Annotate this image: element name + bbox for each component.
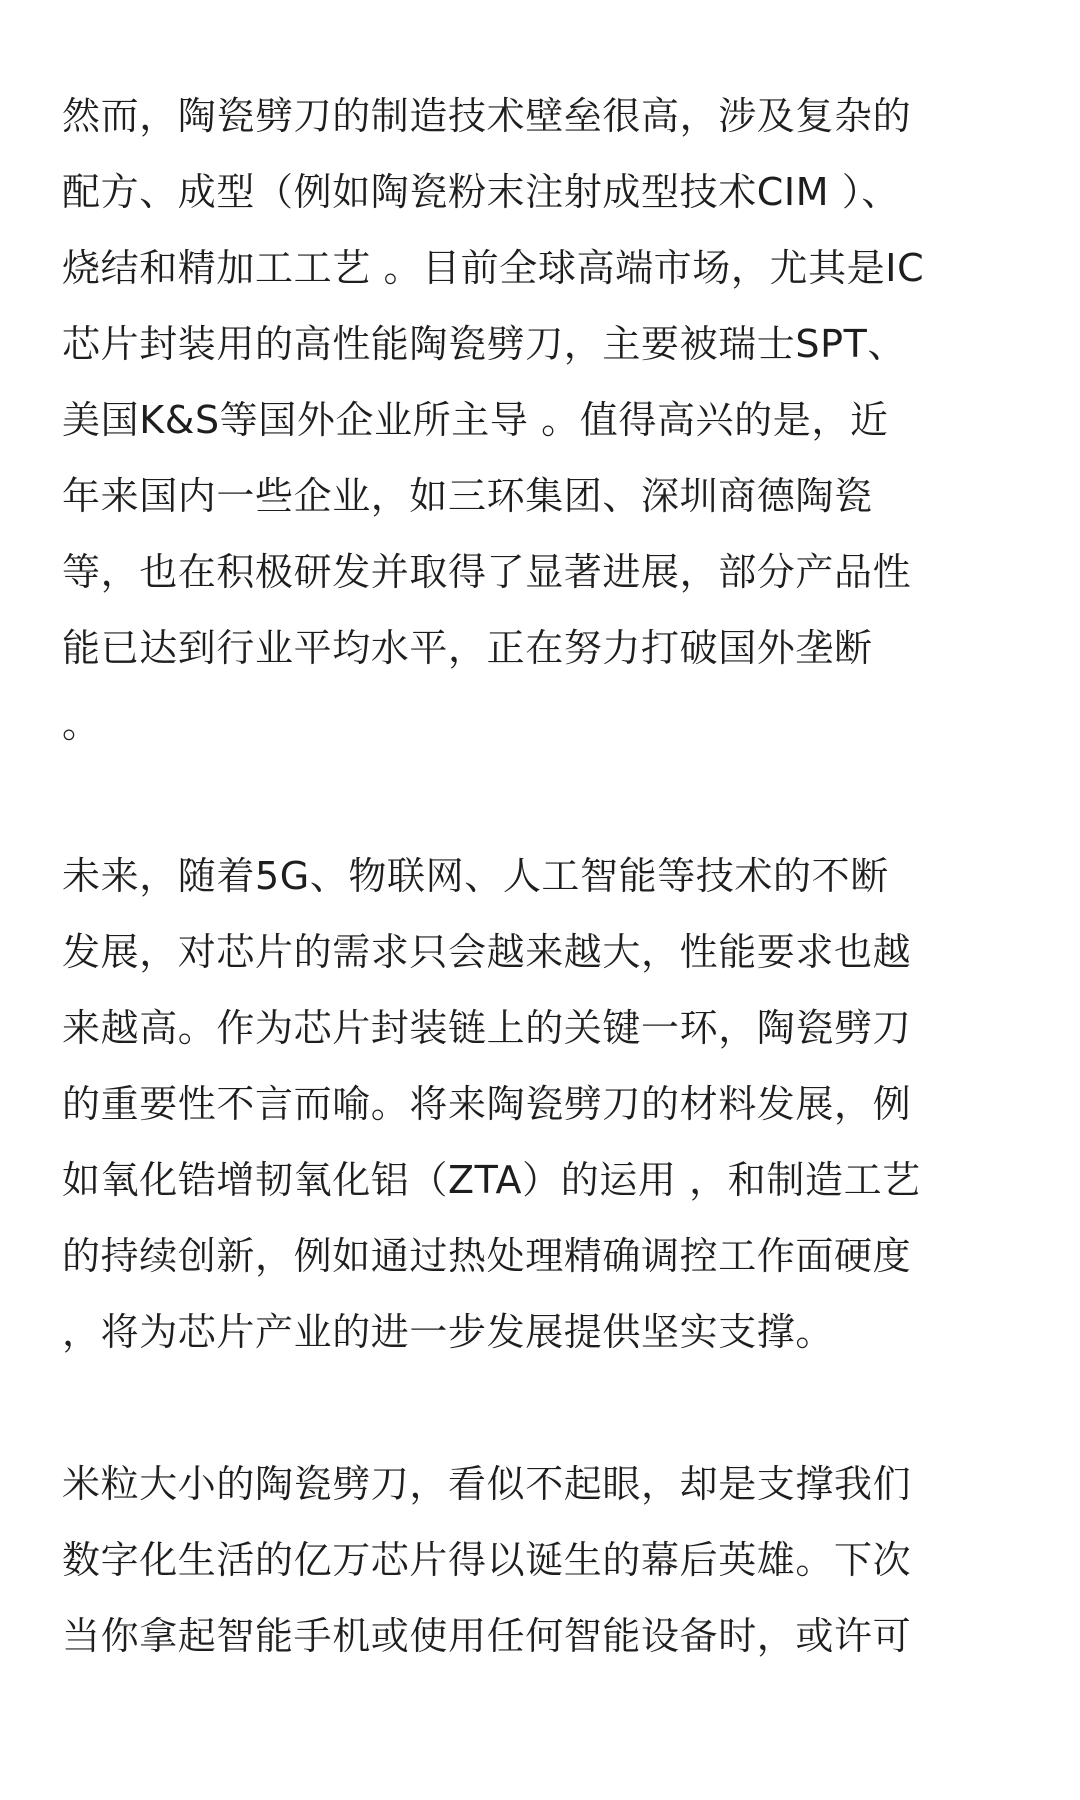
text-line: 烧结和精加工工艺 。目前全球高端市场，尤其是IC — [62, 246, 925, 290]
text-line: 米粒大小的陶瓷劈刀，看似不起眼，却是支撑我们 — [62, 1462, 912, 1506]
text-line: 的重要性不言而喻。将来陶瓷劈刀的材料发展，例 — [62, 1082, 912, 1126]
text-line: 当你拿起智能手机或使用任何智能设备时，或许可 — [62, 1614, 912, 1658]
text-line: 美国K&S等国外企业所主导 。值得高兴的是，近 — [62, 398, 889, 442]
paragraph-spacer — [62, 762, 1020, 838]
paragraph-unsung-hero — [62, 1446, 1020, 1674]
text-line: 如氧化锆增韧氧化铝（ZTA）的运用 ，和制造工艺 — [62, 1158, 921, 1202]
text-line: 年来国内一些企业，如三环集团、深圳商德陶瓷 — [62, 474, 873, 518]
paragraph-future-outlook — [62, 838, 1020, 1370]
paragraph-ceramic-capillary-barriers — [62, 78, 1020, 762]
text-line: 数字化生活的亿万芯片得以诞生的幕后英雄。下次 — [62, 1538, 912, 1582]
text-line: 然而，陶瓷劈刀的制造技术壁垒很高，涉及复杂的 — [62, 94, 912, 138]
text-line: 未来，随着5G、物联网、人工智能等技术的不断 — [62, 854, 889, 898]
paragraph-spacer — [62, 1370, 1020, 1446]
text-line: ，将为芯片产业的进一步发展提供坚实支撑。 — [62, 1310, 835, 1354]
text-line: 。 — [62, 702, 101, 746]
article-body — [62, 78, 1020, 1674]
text-line: 能已达到行业平均水平，正在努力打破国外垄断 — [62, 626, 873, 670]
text-line: 芯片封装用的高性能陶瓷劈刀，主要被瑞士SPT、 — [62, 322, 907, 366]
text-line: 等，也在积极研发并取得了显著进展，部分产品性 — [62, 550, 912, 594]
text-line: 的持续创新，例如通过热处理精确调控工作面硬度 — [62, 1234, 912, 1278]
text-line: 来越高。作为芯片封装链上的关键一环，陶瓷劈刀 — [62, 1006, 912, 1050]
text-line: 配方、成型（例如陶瓷粉末注射成型技术CIM ）、 — [62, 170, 901, 214]
text-line: 发展，对芯片的需求只会越来越大，性能要求也越 — [62, 930, 912, 974]
